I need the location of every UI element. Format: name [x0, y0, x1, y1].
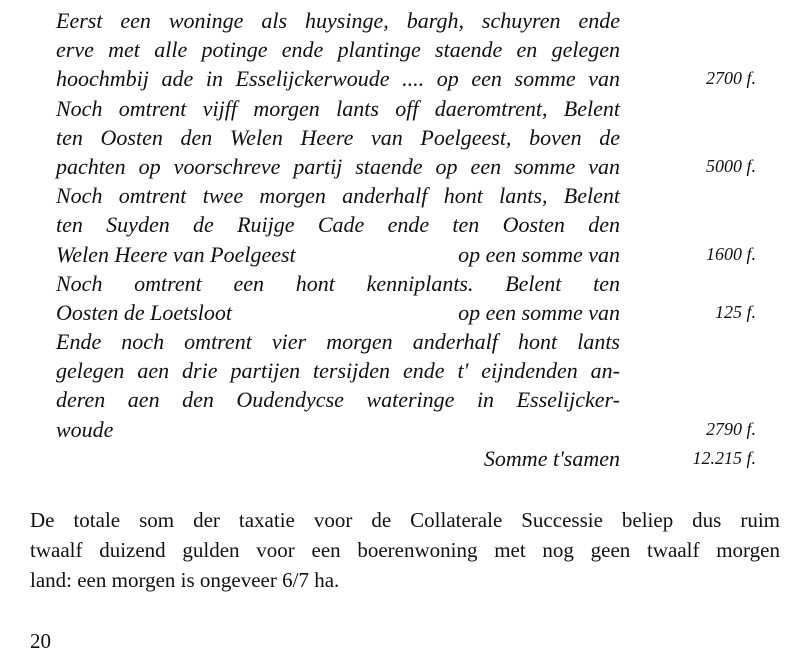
- entry-amount: 5000 f.: [705, 155, 756, 176]
- paragraph-line: twaalf duizend gulden voor een boerenwoning met nog geen twaalf morgen: [30, 538, 780, 562]
- entry-amount: 1600 f.: [705, 243, 756, 264]
- entry-line: Noch omtrent een hont kenniplants. Belent ten: [56, 270, 620, 296]
- entry-line: Noch omtrent twee morgen anderhalf hont lants, Belent: [56, 183, 620, 209]
- entry-line-suffix: op een somme van: [458, 299, 620, 325]
- entry-line-suffix: op een somme van: [458, 241, 620, 267]
- entry-line: pachten op voorschreve partij staende op een somme van: [56, 153, 620, 179]
- body-paragraph: [30, 505, 780, 595]
- taxation-entry: [56, 181, 756, 269]
- total-amount: 12.215 f.: [692, 447, 756, 468]
- taxation-entry: [56, 269, 756, 327]
- entry-line: [56, 240, 620, 269]
- entry-line: ten Suyden de Ruijge Cade ende ten Oosten den: [56, 212, 620, 238]
- entry-amount: 125 f.: [714, 301, 756, 322]
- entry-amount: 2790 f.: [705, 418, 756, 439]
- entry-line: woude: [56, 416, 114, 442]
- entry-line: Noch omtrent vijff morgen lants off daeromtrent, Belent: [56, 95, 620, 121]
- entry-line: Eerst een woninge als huysinge, bargh, schuyren ende: [56, 8, 620, 33]
- taxation-list: [56, 6, 756, 473]
- page-number: 20: [30, 629, 51, 653]
- total-row: [56, 444, 756, 473]
- entry-line: Ende noch omtrent vier morgen anderhalf hont lants: [56, 329, 620, 355]
- entry-line-text: Welen Heere van Poelgeest: [56, 241, 296, 267]
- paragraph-line: De totale som der taxatie voor de Collaterale Successie beliep dus ruim: [30, 508, 780, 532]
- entry-line: [56, 298, 620, 327]
- paragraph-line: land: een morgen is ongeveer 6/7 ha.: [30, 568, 340, 592]
- taxation-entry: [56, 6, 756, 94]
- entry-line: gelegen aen drie partijen tersijden ende t' eijndenden an-: [56, 358, 620, 384]
- entry-line-text: Oosten de Loetsloot: [56, 299, 232, 325]
- entry-line: erve met alle potinge ende plantinge staende en gelegen: [56, 37, 620, 63]
- total-label: Somme t'samen: [483, 445, 620, 471]
- entry-line: deren aen den Oudendycse wateringe in Esselijcker-: [56, 387, 620, 413]
- entry-amount: 2700 f.: [705, 68, 756, 89]
- entry-line: ten Oosten den Welen Heere van Poelgeest, boven de: [56, 124, 620, 150]
- taxation-entry: [56, 94, 756, 182]
- taxation-entry: [56, 327, 756, 444]
- entry-line: hoochmbij ade in Esselijckerwoude .... op een somme van: [56, 66, 620, 92]
